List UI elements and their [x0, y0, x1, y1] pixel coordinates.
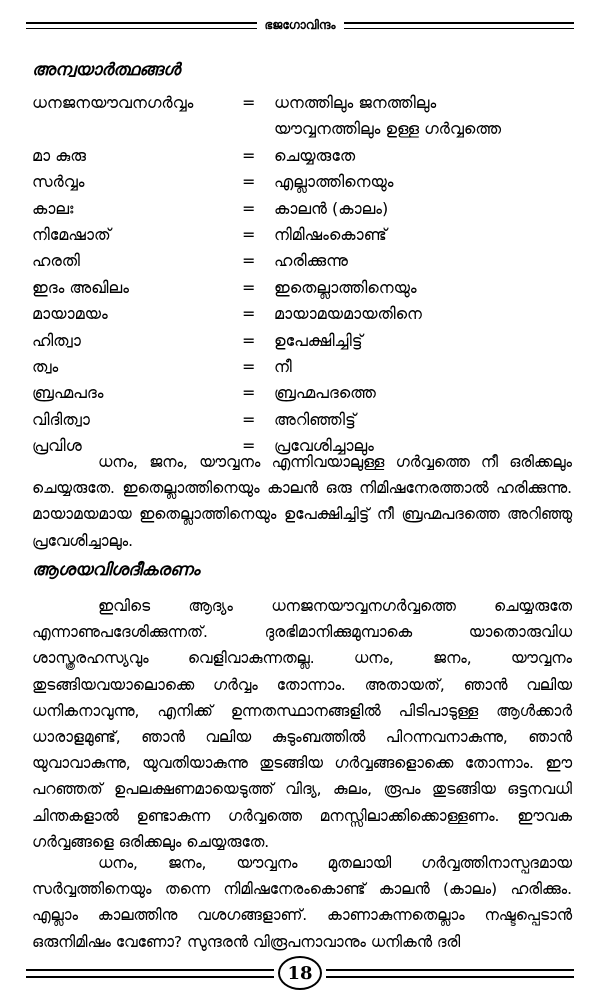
glossary-meaning: അറിഞ്ഞിട്ട് [274, 409, 356, 429]
glossary-meaning: യൗവ്വനത്തിലും ഉള്ള ഗർവ്വത്തെ [274, 119, 502, 139]
glossary-term: ഹിത്വാ [32, 330, 81, 350]
glossary-row [32, 169, 572, 195]
glossary-row [32, 196, 572, 222]
glossary-meaning: ബ്രഹ്മപദത്തെ [274, 383, 376, 403]
glossary-meaning: നീ [274, 356, 292, 376]
footer-rule-right [326, 969, 574, 978]
glossary-table [32, 90, 572, 459]
summary-paragraph: ധനം, ജനം, യൗവ്വനം എന്നിവയാലുള്ള ഗർവ്വത്തെ നീ ഒരിക്കലും ചെയ്യരുതേ. ഇതെല്ലാത്തിനെയും കാലൻ ഒരു നിമിഷനേരത്താൽ ഹരിക്കുന്നു. മായാമയമായ ഇതെല്ലാത്തിനെയും ഉപേക്ഷിച്ചിട്ട് നീ ബ്രഹ്മപദത്തെ അറിഞ്ഞു പ്രവേശിച്ചാലും. [32, 453, 572, 550]
glossary-row [32, 143, 572, 169]
page-number: 18 [278, 956, 322, 990]
header-rule-left [26, 22, 257, 29]
glossary-meaning: നിമിഷംകൊണ്ട് [274, 224, 387, 244]
glossary-meaning: ഇതെല്ലാത്തിനെയും [274, 277, 417, 297]
glossary-row [32, 90, 572, 116]
glossary-meaning: എല്ലാത്തിനെയും [274, 172, 394, 192]
equals-sign: = [242, 356, 256, 376]
page-footer [26, 955, 574, 991]
equals-sign: = [242, 224, 256, 244]
glossary-term: ധനജനയൗവനഗർവ്വം [32, 93, 194, 112]
book-title: ഭജഗോവിന്ദം [264, 17, 336, 32]
glossary-meaning: ചെയ്യരുതേ [274, 145, 356, 165]
glossary-term: കാലഃ [32, 198, 74, 218]
glossary-term: പ്രവിശ [32, 436, 82, 456]
equals-sign: = [242, 93, 256, 112]
glossary-row [32, 354, 572, 380]
glossary-row [32, 222, 572, 248]
glossary-row [32, 407, 572, 433]
header-rule-right [344, 22, 575, 29]
equals-sign: = [242, 172, 256, 192]
explanation-heading: ആശയവിശദീകരണം [32, 560, 200, 580]
equals-sign: = [242, 304, 256, 324]
glossary-heading: അന്വയാർത്ഥങ്ങൾ [32, 60, 181, 80]
glossary-term: ത്വം [32, 356, 59, 376]
glossary-row [32, 248, 572, 274]
glossary-term: സർവ്വം [32, 172, 85, 192]
equals-sign: = [242, 330, 256, 350]
glossary-term: മായാമയം [32, 304, 108, 324]
equals-sign: = [242, 277, 256, 297]
glossary-term: മാ കുരു [32, 145, 86, 165]
glossary-meaning: കാലൻ (കാലം) [274, 198, 389, 218]
running-header [26, 14, 574, 36]
equals-sign: = [242, 436, 256, 456]
equals-sign: = [242, 145, 256, 165]
glossary-row [32, 328, 572, 354]
equals-sign: = [242, 409, 256, 429]
footer-rule-left [26, 969, 274, 978]
glossary-row [32, 301, 572, 327]
glossary-meaning: മായാമയമായതിനെ [274, 304, 422, 324]
glossary-meaning: ഹരിക്കുന്നു [274, 251, 348, 271]
explanation-paragraph-2: ധനം, ജനം, യൗവ്വനം മുതലായി ഗർവ്വത്തിനാസ്പദമായ സർവ്വത്തിനെയും തന്നെ നിമിഷനേരംകൊണ്ട് കാലൻ (കാലം) ഹരിക്കും. എല്ലാം കാലത്തിനു വശഗങ്ങളാണ്. കാണാകുന്നതെല്ലാം നഷ്ടപ്പെടാൻ ഒരുനിമിഷം വേണോ? സുന്ദരൻ വിരൂപനാവാനും ധനികൻ ദരി [32, 854, 572, 951]
glossary-term: നിമേഷാത് [32, 224, 111, 244]
glossary-term: ബ്രഹ്മപദം [32, 383, 104, 403]
glossary-term: വിദിത്വാ [32, 409, 90, 429]
glossary-meaning: പ്രവേശിച്ചാലും [274, 436, 374, 456]
glossary-meaning: ധനത്തിലും ജനത്തിലും [274, 93, 437, 112]
glossary-row [32, 116, 572, 142]
glossary-row [32, 275, 572, 301]
glossary-term: ഇദം അഖിലം [32, 277, 129, 297]
explanation-paragraph-1: ഇവിടെ ആദ്യം ധനജനയൗവ്വനഗർവ്വത്തെ ചെയ്യരുതേ എന്നാണുപദേശിക്കുന്നത്. ദുരഭിമാനിക്കുമുമ്പാകെ യാതൊരുവിധ ശാസ്ത്രരഹസ്യവും വെളിവാകുന്നതല്ല. ധനം, ജനം, യൗവ്വനം തുടങ്ങിയവയാലൊക്കെ ഗർവ്വം തോന്നാം. അതായത്, ഞാൻ വലിയ ധനികനാവുന്നു, എനിക്ക് ഉന്നതസ്ഥാനങ്ങളിൽ പിടിപാടുള്ള ആൾക്കാർ ധാരാളമുണ്ട്, ഞാൻ വലിയ കുടുംബത്തിൽ പിറന്നവനാകുന്നു, ഞാൻ യുവാവാകുന്നു, യുവതിയാകുന്നു തുടങ്ങിയ ഗർവ്വങ്ങളൊക്കെ തോന്നാം. ഈ പറഞ്ഞത് ഉപലക്ഷണമായെടുത്ത് വിദ്യ, കുലം, രൂപം തുടങ്ങിയ ഒട്ടനവധി ചിന്തകളാൽ ഉണ്ടാകുന്ന ഗർവ്വത്തെ മനസ്സിലാക്കിക്കൊള്ളണം. ഈവക ഗർവ്വങ്ങളെ ഒരിക്കലും ചെയ്യരുതേ. [32, 597, 572, 851]
equals-sign: = [242, 198, 256, 218]
glossary-meaning: ഉപേക്ഷിച്ചിട്ട് [274, 330, 363, 350]
glossary-row [32, 380, 572, 406]
glossary-term: ഹരതി [32, 251, 80, 271]
equals-sign: = [242, 251, 256, 271]
equals-sign: = [242, 383, 256, 403]
